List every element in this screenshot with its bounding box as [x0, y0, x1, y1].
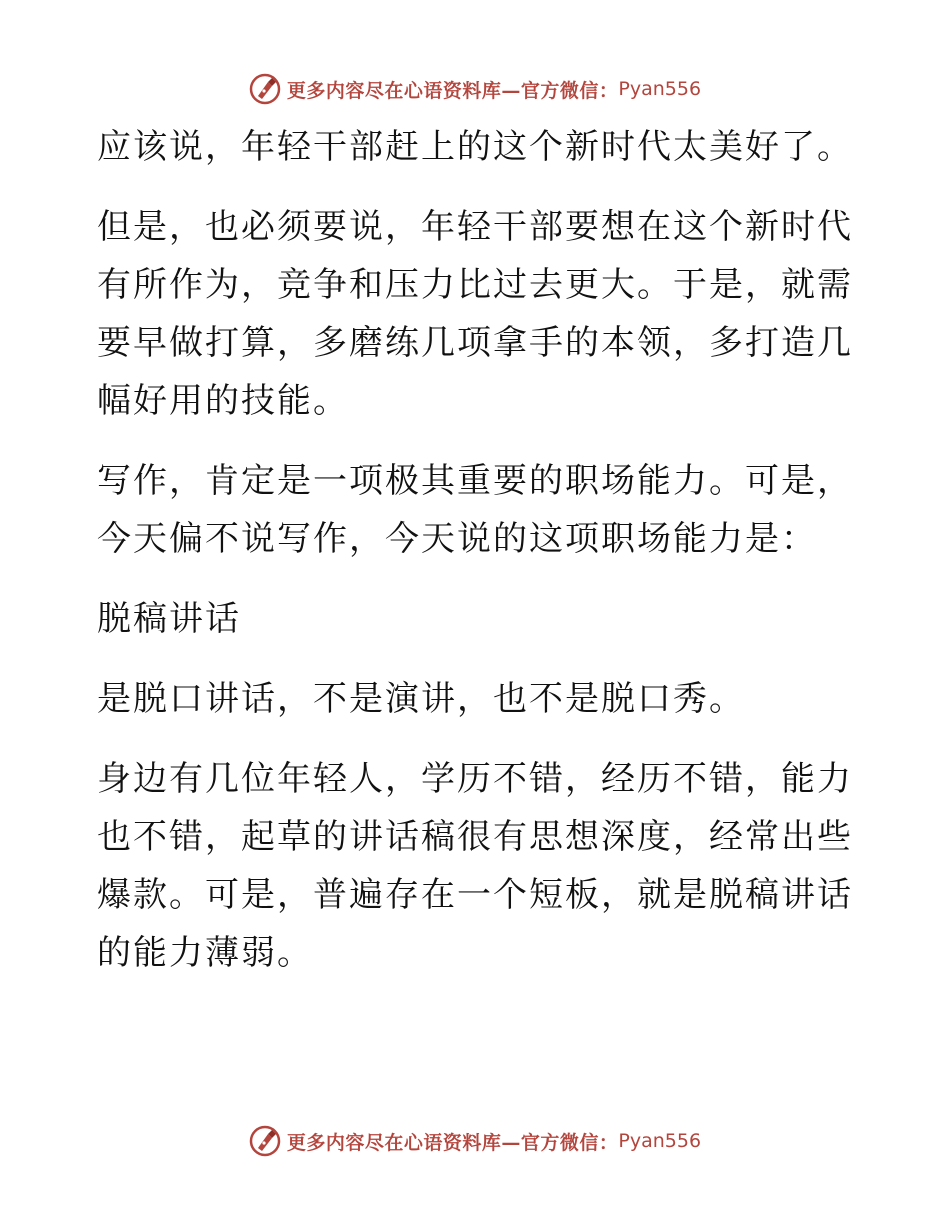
pen-nib-logo-icon [249, 73, 281, 105]
banner-text: 更多内容尽在心语资料库—官方微信： [286, 79, 619, 102]
paragraph-4-heading: 脱稿讲话 [97, 599, 241, 639]
paragraph-1: 应该说，年轻干部赶上的这个新时代太美好了。 [97, 127, 853, 167]
paragraph-5: 是脱口讲话，不是演讲，也不是脱口秀。 [97, 679, 745, 719]
paragraph-3: 写作，肯定是一项极其重要的职场能力。可是，今天偏不说写作，今天说的这项职场能力是： [97, 461, 853, 559]
banner-contact: Pyan556 [618, 1130, 702, 1152]
banner-contact: Pyan556 [618, 78, 702, 100]
header-watermark-banner [0, 71, 950, 107]
document-body [97, 118, 857, 1004]
paragraph-6: 身边有几位年轻人，学历不错，经历不错，能力也不错，起草的讲话稿很有思想深度，经常出些爆款。可是，普遍存在一个短板，就是脱稿讲话的能力薄弱。 [97, 759, 853, 973]
paragraph-2: 但是，也必须要说，年轻干部要想在这个新时代有所作为，竞争和压力比过去更大。于是，就需要早做打算，多磨练几项拿手的本领，多打造几幅好用的技能。 [97, 207, 853, 421]
pen-nib-logo-icon [249, 1125, 281, 1157]
banner-text: 更多内容尽在心语资料库—官方微信： [286, 1131, 619, 1154]
footer-watermark-banner [0, 1123, 950, 1159]
